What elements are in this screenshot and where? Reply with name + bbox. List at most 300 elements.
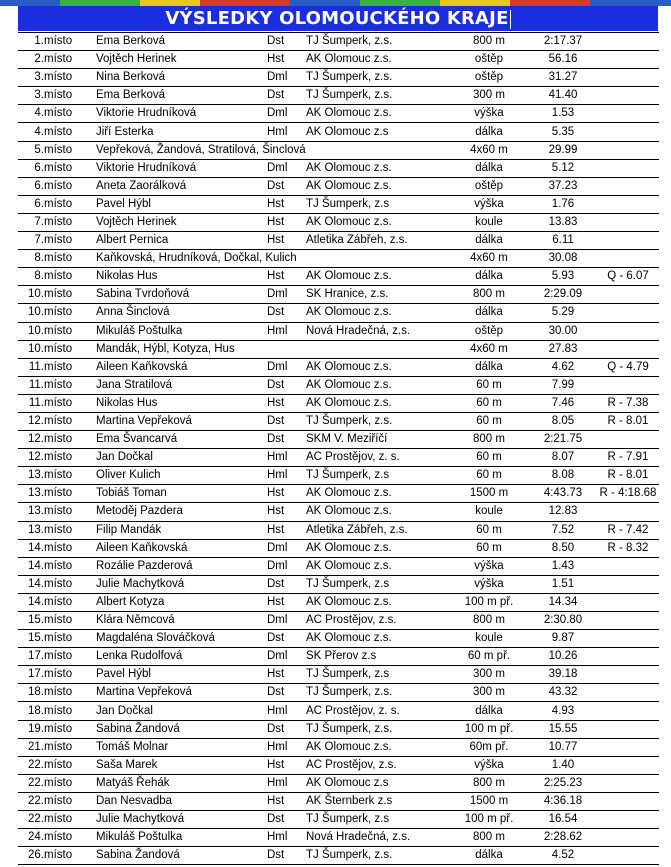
- category-cell: Hst: [267, 792, 306, 810]
- club-cell: TJ Šumperk, z.s: [306, 467, 449, 485]
- category-cell: Hml: [267, 829, 306, 847]
- result-cell: 5.35: [529, 123, 597, 141]
- result-cell: 5.29: [529, 304, 597, 322]
- club-cell: AK Olomouc z.s.: [306, 485, 449, 503]
- athlete-name-cell: Nina Berková: [96, 69, 267, 87]
- misto-cell: místo: [44, 774, 96, 792]
- discipline-cell: 800 m: [449, 286, 529, 304]
- table-row: [18, 811, 659, 829]
- misto-cell: místo: [44, 141, 96, 159]
- table-row: [18, 485, 659, 503]
- results-table-body: [18, 33, 659, 865]
- misto-cell: místo: [44, 177, 96, 195]
- club-cell: SK Přerov z.s: [306, 648, 449, 666]
- athlete-name-cell: Nikolas Hus: [96, 268, 267, 286]
- misto-cell: místo: [44, 51, 96, 69]
- note-cell: [597, 213, 659, 231]
- club-cell: TJ Šumperk, z.s.: [306, 720, 449, 738]
- rank-cell: 18.: [18, 684, 44, 702]
- category-cell: Dst: [267, 33, 306, 51]
- result-cell: 10.26: [529, 648, 597, 666]
- result-cell: 9.87: [529, 630, 597, 648]
- misto-cell: místo: [44, 792, 96, 810]
- rank-cell: 11.: [18, 394, 44, 412]
- note-cell: Q - 4.79: [597, 358, 659, 376]
- result-cell: 31.27: [529, 69, 597, 87]
- result-cell: 8.05: [529, 412, 597, 430]
- misto-cell: místo: [44, 87, 96, 105]
- category-cell: Dml: [267, 69, 306, 87]
- athlete-name-cell: Mikuláš Poštulka: [96, 829, 267, 847]
- club-cell: AC Prostějov, z. s.: [306, 449, 449, 467]
- note-cell: [597, 847, 659, 865]
- note-cell: Q - 6.07: [597, 268, 659, 286]
- note-cell: [597, 250, 659, 268]
- category-cell: Dst: [267, 376, 306, 394]
- table-row: [18, 648, 659, 666]
- club-cell: AK Olomouc z.s.: [306, 394, 449, 412]
- club-cell: Nová Hradečná, z.s.: [306, 829, 449, 847]
- discipline-cell: výška: [449, 557, 529, 575]
- note-cell: R - 4:18.68: [597, 485, 659, 503]
- rank-cell: 18.: [18, 702, 44, 720]
- category-cell: Dml: [267, 648, 306, 666]
- discipline-cell: 60 m: [449, 412, 529, 430]
- rank-cell: 22.: [18, 756, 44, 774]
- note-cell: [597, 87, 659, 105]
- note-cell: [597, 774, 659, 792]
- table-row: [18, 431, 659, 449]
- rank-cell: 10.: [18, 340, 44, 358]
- discipline-cell: 60m př.: [449, 738, 529, 756]
- table-row: [18, 195, 659, 213]
- misto-cell: místo: [44, 756, 96, 774]
- athlete-name-cell: Rozálie Pazderová: [96, 557, 267, 575]
- result-cell: 2:28.62: [529, 829, 597, 847]
- note-cell: [597, 829, 659, 847]
- category-cell: Hst: [267, 51, 306, 69]
- table-row: [18, 159, 659, 177]
- club-cell: TJ Šumperk, z.s: [306, 811, 449, 829]
- page-title-text: VÝSLEDKY OLOMOUCKÉHO KRAJE: [165, 8, 509, 29]
- athlete-name-cell: Sabina Žandová: [96, 847, 267, 865]
- table-row: [18, 738, 659, 756]
- note-cell: [597, 575, 659, 593]
- result-cell: 39.18: [529, 666, 597, 684]
- category-cell: Hml: [267, 738, 306, 756]
- category-cell: Dst: [267, 431, 306, 449]
- athlete-name-cell: Aileen Kaňkovská: [96, 358, 267, 376]
- discipline-cell: 60 m př.: [449, 648, 529, 666]
- athlete-name-cell: Saša Marek: [96, 756, 267, 774]
- athlete-name-cell: Sabina Tvrdoňová: [96, 286, 267, 304]
- result-cell: 13.83: [529, 213, 597, 231]
- result-cell: 7.99: [529, 376, 597, 394]
- table-row: [18, 250, 659, 268]
- category-cell: Hml: [267, 702, 306, 720]
- table-row: [18, 503, 659, 521]
- note-cell: [597, 431, 659, 449]
- table-row: [18, 630, 659, 648]
- discipline-cell: dálka: [449, 304, 529, 322]
- category-cell: Hst: [267, 232, 306, 250]
- athlete-name-cell: Julie Machytková: [96, 811, 267, 829]
- table-row: [18, 774, 659, 792]
- rank-cell: 14.: [18, 557, 44, 575]
- athlete-name-cell: Viktorie Hrudníková: [96, 159, 267, 177]
- table-row: [18, 593, 659, 611]
- misto-cell: místo: [44, 593, 96, 611]
- rank-cell: 4.: [18, 105, 44, 123]
- note-cell: [597, 340, 659, 358]
- result-cell: 30.00: [529, 322, 597, 340]
- discipline-cell: oštěp: [449, 177, 529, 195]
- rank-cell: 22.: [18, 811, 44, 829]
- result-cell: 56.16: [529, 51, 597, 69]
- club-cell: AC Prostějov, z.s.: [306, 612, 449, 630]
- club-cell: TJ Šumperk, z.s.: [306, 87, 449, 105]
- misto-cell: místo: [44, 340, 96, 358]
- category-cell: Dml: [267, 539, 306, 557]
- discipline-cell: 100 m př.: [449, 720, 529, 738]
- result-cell: 7.46: [529, 394, 597, 412]
- club-cell: [306, 340, 449, 358]
- misto-cell: místo: [44, 666, 96, 684]
- rank-cell: 14.: [18, 593, 44, 611]
- athlete-name-cell: Sabina Žandová: [96, 720, 267, 738]
- athlete-name-cell: Magdaléna Slováčková: [96, 630, 267, 648]
- category-cell: Hml: [267, 123, 306, 141]
- note-cell: [597, 304, 659, 322]
- discipline-cell: výška: [449, 195, 529, 213]
- category-cell: Dst: [267, 684, 306, 702]
- athlete-name-cell: Lenka Rudolfová: [96, 648, 267, 666]
- athlete-name-cell: Filip Mandák: [96, 521, 267, 539]
- result-cell: 2:30.80: [529, 612, 597, 630]
- table-row: [18, 105, 659, 123]
- note-cell: [597, 612, 659, 630]
- discipline-cell: 800 m: [449, 612, 529, 630]
- discipline-cell: dálka: [449, 268, 529, 286]
- misto-cell: místo: [44, 286, 96, 304]
- results-table: [18, 32, 659, 865]
- result-cell: 16.54: [529, 811, 597, 829]
- athlete-name-cell: Ema Švancarvá: [96, 431, 267, 449]
- result-cell: 5.93: [529, 268, 597, 286]
- rank-cell: 2.: [18, 51, 44, 69]
- athlete-name-cell: Jan Dočkal: [96, 702, 267, 720]
- athlete-name-cell: Matyáš Řehák: [96, 774, 267, 792]
- table-row: [18, 51, 659, 69]
- misto-cell: místo: [44, 268, 96, 286]
- discipline-cell: 60 m: [449, 467, 529, 485]
- discipline-cell: koule: [449, 503, 529, 521]
- misto-cell: místo: [44, 105, 96, 123]
- athlete-name-cell: Vepřeková, Žandová, Stratilová, Šinclová: [96, 141, 267, 159]
- club-cell: AK Šternberk z.s: [306, 792, 449, 810]
- result-cell: 8.08: [529, 467, 597, 485]
- result-cell: 29.99: [529, 141, 597, 159]
- athlete-name-cell: Nikolas Hus: [96, 394, 267, 412]
- category-cell: Dml: [267, 159, 306, 177]
- table-row: [18, 684, 659, 702]
- result-cell: 1.43: [529, 557, 597, 575]
- note-cell: [597, 503, 659, 521]
- discipline-cell: 4x60 m: [449, 141, 529, 159]
- rank-cell: 13.: [18, 503, 44, 521]
- misto-cell: místo: [44, 847, 96, 865]
- note-cell: [597, 593, 659, 611]
- misto-cell: místo: [44, 322, 96, 340]
- discipline-cell: oštěp: [449, 69, 529, 87]
- misto-cell: místo: [44, 376, 96, 394]
- table-row: [18, 756, 659, 774]
- misto-cell: místo: [44, 195, 96, 213]
- table-row: [18, 69, 659, 87]
- athlete-name-cell: Martina Vepřeková: [96, 684, 267, 702]
- misto-cell: místo: [44, 123, 96, 141]
- discipline-cell: výška: [449, 105, 529, 123]
- result-cell: 14.34: [529, 593, 597, 611]
- rank-cell: 12.: [18, 449, 44, 467]
- athlete-name-cell: Julie Machytková: [96, 575, 267, 593]
- discipline-cell: 1500 m: [449, 485, 529, 503]
- discipline-cell: 800 m: [449, 431, 529, 449]
- category-cell: Dst: [267, 630, 306, 648]
- result-cell: 15.55: [529, 720, 597, 738]
- misto-cell: místo: [44, 702, 96, 720]
- table-row: [18, 412, 659, 430]
- category-cell: Hst: [267, 593, 306, 611]
- discipline-cell: dálka: [449, 358, 529, 376]
- discipline-cell: 60 m: [449, 394, 529, 412]
- rank-cell: 6.: [18, 177, 44, 195]
- note-cell: [597, 141, 659, 159]
- discipline-cell: 300 m: [449, 684, 529, 702]
- table-row: [18, 304, 659, 322]
- result-cell: 1.76: [529, 195, 597, 213]
- table-row: [18, 177, 659, 195]
- rank-cell: 10.: [18, 322, 44, 340]
- note-cell: [597, 286, 659, 304]
- table-row: [18, 286, 659, 304]
- note-cell: [597, 195, 659, 213]
- discipline-cell: 300 m: [449, 666, 529, 684]
- athlete-name-cell: Pavel Hýbl: [96, 666, 267, 684]
- category-cell: Hml: [267, 322, 306, 340]
- misto-cell: místo: [44, 720, 96, 738]
- rank-cell: 15.: [18, 612, 44, 630]
- note-cell: [597, 666, 659, 684]
- misto-cell: místo: [44, 612, 96, 630]
- discipline-cell: koule: [449, 213, 529, 231]
- misto-cell: místo: [44, 449, 96, 467]
- misto-cell: místo: [44, 232, 96, 250]
- misto-cell: místo: [44, 557, 96, 575]
- discipline-cell: výška: [449, 575, 529, 593]
- rank-cell: 26.: [18, 847, 44, 865]
- misto-cell: místo: [44, 811, 96, 829]
- rank-cell: 6.: [18, 195, 44, 213]
- rank-cell: 22.: [18, 792, 44, 810]
- note-cell: [597, 792, 659, 810]
- category-cell: Dst: [267, 575, 306, 593]
- rank-cell: 7.: [18, 213, 44, 231]
- athlete-name-cell: Jan Dočkal: [96, 449, 267, 467]
- club-cell: AK Olomouc z.s.: [306, 268, 449, 286]
- text-cursor: [510, 10, 511, 29]
- discipline-cell: 800 m: [449, 33, 529, 51]
- note-cell: [597, 630, 659, 648]
- club-cell: TJ Šumperk, z.s.: [306, 847, 449, 865]
- rank-cell: 3.: [18, 87, 44, 105]
- club-cell: Atletika Zábřeh, z.s.: [306, 232, 449, 250]
- result-cell: 1.53: [529, 105, 597, 123]
- rank-cell: 19.: [18, 720, 44, 738]
- category-cell: Dml: [267, 105, 306, 123]
- misto-cell: místo: [44, 503, 96, 521]
- discipline-cell: koule: [449, 630, 529, 648]
- result-cell: 37.23: [529, 177, 597, 195]
- athlete-name-cell: Oliver Kulich: [96, 467, 267, 485]
- athlete-name-cell: Jana Stratilová: [96, 376, 267, 394]
- category-cell: Hml: [267, 449, 306, 467]
- note-cell: [597, 648, 659, 666]
- table-row: [18, 666, 659, 684]
- misto-cell: místo: [44, 33, 96, 51]
- misto-cell: místo: [44, 394, 96, 412]
- discipline-cell: dálka: [449, 159, 529, 177]
- club-cell: AK Olomouc z.s.: [306, 539, 449, 557]
- table-row: [18, 792, 659, 810]
- note-cell: [597, 376, 659, 394]
- note-cell: R - 7.38: [597, 394, 659, 412]
- category-cell: Dml: [267, 358, 306, 376]
- misto-cell: místo: [44, 575, 96, 593]
- club-cell: TJ Šumperk, z.s: [306, 195, 449, 213]
- discipline-cell: 100 m př.: [449, 811, 529, 829]
- discipline-cell: dálka: [449, 232, 529, 250]
- rank-cell: 8.: [18, 268, 44, 286]
- category-cell: Hst: [267, 756, 306, 774]
- category-cell: Hst: [267, 666, 306, 684]
- rank-cell: 12.: [18, 431, 44, 449]
- table-row: [18, 87, 659, 105]
- athlete-name-cell: Kaňkovská, Hrudníková, Dočkal, Kulich: [96, 250, 267, 268]
- rank-cell: 5.: [18, 141, 44, 159]
- discipline-cell: 60 m: [449, 376, 529, 394]
- table-row: [18, 232, 659, 250]
- table-row: [18, 322, 659, 340]
- note-cell: R - 8.01: [597, 412, 659, 430]
- misto-cell: místo: [44, 630, 96, 648]
- rank-cell: 6.: [18, 159, 44, 177]
- note-cell: [597, 738, 659, 756]
- athlete-name-cell: Aneta Zaorálková: [96, 177, 267, 195]
- note-cell: [597, 322, 659, 340]
- misto-cell: místo: [44, 431, 96, 449]
- note-cell: [597, 684, 659, 702]
- result-cell: 2:17.37: [529, 33, 597, 51]
- athlete-name-cell: Dan Nesvadba: [96, 792, 267, 810]
- category-cell: Hst: [267, 485, 306, 503]
- club-cell: AK Olomouc z.s: [306, 123, 449, 141]
- table-row: [18, 575, 659, 593]
- club-cell: TJ Šumperk, z.s: [306, 575, 449, 593]
- misto-cell: místo: [44, 738, 96, 756]
- misto-cell: místo: [44, 539, 96, 557]
- misto-cell: místo: [44, 250, 96, 268]
- category-cell: Dst: [267, 304, 306, 322]
- category-cell: Dst: [267, 811, 306, 829]
- discipline-cell: 800 m: [449, 829, 529, 847]
- misto-cell: místo: [44, 213, 96, 231]
- athlete-name-cell: Jiří Esterka: [96, 123, 267, 141]
- note-cell: R - 8.01: [597, 467, 659, 485]
- note-cell: [597, 159, 659, 177]
- discipline-cell: 4x60 m: [449, 250, 529, 268]
- category-cell: Hml: [267, 467, 306, 485]
- note-cell: [597, 702, 659, 720]
- note-cell: R - 8.32: [597, 539, 659, 557]
- rank-cell: 13.: [18, 521, 44, 539]
- rank-cell: 14.: [18, 575, 44, 593]
- athlete-name-cell: Ema Berková: [96, 87, 267, 105]
- result-cell: 5.12: [529, 159, 597, 177]
- result-cell: 2:25.23: [529, 774, 597, 792]
- table-row: [18, 268, 659, 286]
- table-row: [18, 829, 659, 847]
- rank-cell: 21.: [18, 738, 44, 756]
- table-row: [18, 702, 659, 720]
- table-row: [18, 123, 659, 141]
- note-cell: [597, 177, 659, 195]
- discipline-cell: dálka: [449, 702, 529, 720]
- category-cell: Hst: [267, 503, 306, 521]
- athlete-name-cell: Aileen Kaňkovská: [96, 539, 267, 557]
- misto-cell: místo: [44, 159, 96, 177]
- rank-cell: 17.: [18, 666, 44, 684]
- result-cell: 8.50: [529, 539, 597, 557]
- rank-cell: 24.: [18, 829, 44, 847]
- discipline-cell: oštěp: [449, 322, 529, 340]
- misto-cell: místo: [44, 412, 96, 430]
- result-cell: 1.40: [529, 756, 597, 774]
- category-cell: Dst: [267, 87, 306, 105]
- club-cell: AK Olomouc z.s.: [306, 213, 449, 231]
- athlete-name-cell: Albert Kotyza: [96, 593, 267, 611]
- table-row: [18, 467, 659, 485]
- club-cell: TJ Šumperk, z.s.: [306, 412, 449, 430]
- rank-cell: 1.: [18, 33, 44, 51]
- club-cell: AK Olomouc z.s: [306, 774, 449, 792]
- note-cell: R - 7.42: [597, 521, 659, 539]
- club-cell: TJ Šumperk, z.s.: [306, 69, 449, 87]
- club-cell: [306, 141, 449, 159]
- category-cell: Dml: [267, 612, 306, 630]
- note-cell: [597, 232, 659, 250]
- misto-cell: místo: [44, 684, 96, 702]
- rank-cell: 14.: [18, 539, 44, 557]
- result-cell: 43.32: [529, 684, 597, 702]
- athlete-name-cell: Pavel Hýbl: [96, 195, 267, 213]
- misto-cell: místo: [44, 467, 96, 485]
- note-cell: [597, 105, 659, 123]
- category-cell: Hst: [267, 195, 306, 213]
- discipline-cell: 60 m: [449, 449, 529, 467]
- athlete-name-cell: Vojtěch Herinek: [96, 213, 267, 231]
- athlete-name-cell: Mandák, Hýbl, Kotyza, Hus: [96, 340, 267, 358]
